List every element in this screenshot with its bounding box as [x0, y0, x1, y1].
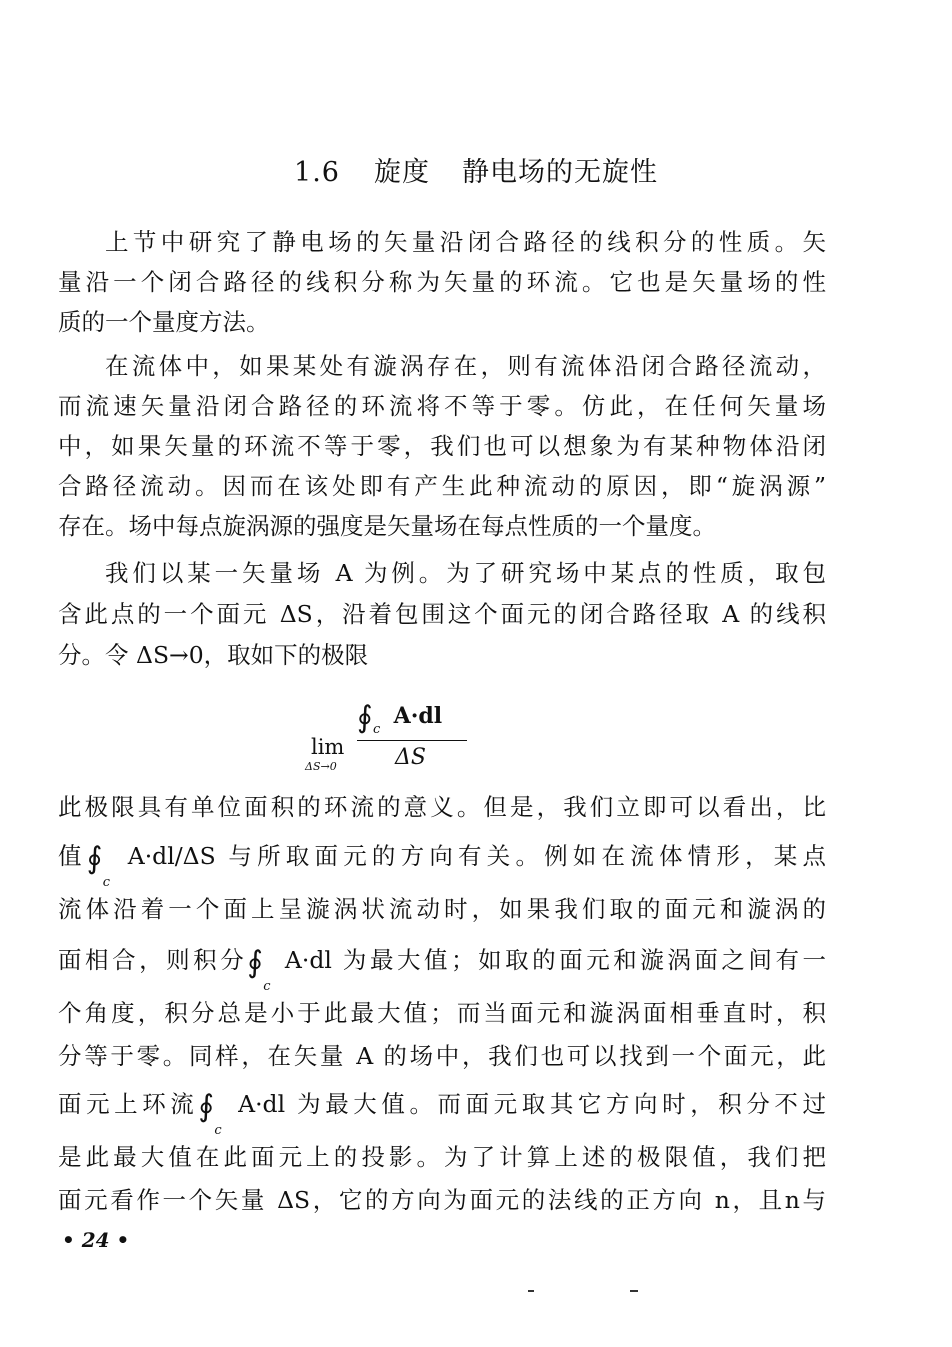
text-line: 分。令 ΔS→0，取如下的极限	[58, 641, 369, 669]
contour-integral-symbol: ∮ c	[86, 841, 110, 890]
text-line: 量沿一个闭合路径的线积分称为矢量的环流。它也是矢量场的性	[58, 268, 826, 296]
fraction-bar	[357, 740, 467, 741]
text-line-with-integral: 值∮ c A·dl/ΔS 与所取面元的方向有关。例如在流体情形，某点	[58, 841, 826, 890]
text-fragment: A·dl 为最大值；如取的面元和漩涡面之间有一	[284, 946, 826, 974]
formula-integrand: A·dl	[393, 703, 443, 729]
text-line: 个角度，积分总是小于此最大值；而当面元和漩涡面相垂直时，积	[58, 999, 826, 1027]
text-line: 流体沿着一个面上呈漩涡状流动时，如果我们取的面元和漩涡的	[58, 895, 826, 923]
text-line: 分等于零。同样，在矢量 A 的场中，我们也可以找到一个面元，此	[58, 1042, 826, 1070]
formula-lim-sub: ΔS→0	[305, 760, 337, 773]
section-title-part2: 静电场的无旋性	[461, 157, 658, 188]
text-line: 质的一个量度方法。	[58, 308, 270, 336]
formula-numerator	[357, 700, 442, 735]
section-title-part1: 旋度	[373, 157, 430, 188]
text-line: 合路径流动。因而在该处即有产生此种流动的原因，即“旋涡源”	[58, 472, 826, 500]
section-title	[0, 150, 952, 189]
page-number: • 24 •	[62, 1228, 130, 1252]
text-line-with-integral: 面元上环流∮ c A·dl 为最大值。而面元取其它方向时，积分不过	[58, 1089, 826, 1138]
text-fragment: A·dl 为最大值。而面元取其它方向时，积分不过	[238, 1090, 826, 1118]
formula-lim: lim	[311, 735, 345, 759]
section-number: 1.6	[294, 157, 340, 188]
text-line: 而流速矢量沿闭合路径的环流将不等于零。仿此，在任何矢量场	[58, 392, 826, 420]
contour-integral-symbol: ∮ c	[198, 1089, 222, 1138]
text-fragment: A·dl/ΔS 与所取面元的方向有关。例如在流体情形，某点	[127, 842, 826, 870]
text-line: 中，如果矢量的环流不等于零，我们也可以想象为有某种物体沿闭	[58, 432, 826, 460]
text-line: 存在。场中每点旋涡源的强度是矢量场在每点性质的一个量度。	[58, 512, 716, 540]
text-line: 是此最大值在此面元上的投影。为了计算上述的极限值，我们把	[58, 1143, 826, 1171]
text-line: 在流体中，如果某处有漩涡存在，则有流体沿闭合路径流动，	[105, 352, 826, 380]
text-line: 此极限具有单位面积的环流的意义。但是，我们立即可以看出，比	[58, 793, 826, 821]
contour-sub: c	[373, 722, 381, 737]
text-line-with-integral: 面相合，则积分∮ c A·dl 为最大值；如取的面元和漩涡面之间有一	[58, 945, 826, 994]
text-line: 上节中研究了静电场的矢量沿闭合路径的线积分的性质。矢	[105, 228, 826, 256]
contour-integral-symbol: ∮ c	[247, 945, 271, 994]
limit-formula	[305, 700, 475, 775]
formula-denominator: ΔS	[395, 745, 426, 770]
text-line: 我们以某一矢量场 A 为例。为了研究场中某点的性质，取包	[105, 559, 826, 587]
scan-speck	[528, 1290, 534, 1292]
scan-speck	[630, 1290, 638, 1292]
text-line: 面元看作一个矢量 ΔS，它的方向为面元的法线的正方向 n，且n与	[58, 1186, 826, 1214]
contour-integral-symbol: ∮ c	[357, 700, 381, 737]
text-line: 含此点的一个面元 ΔS，沿着包围这个面元的闭合路径取 A 的线积	[58, 600, 826, 628]
